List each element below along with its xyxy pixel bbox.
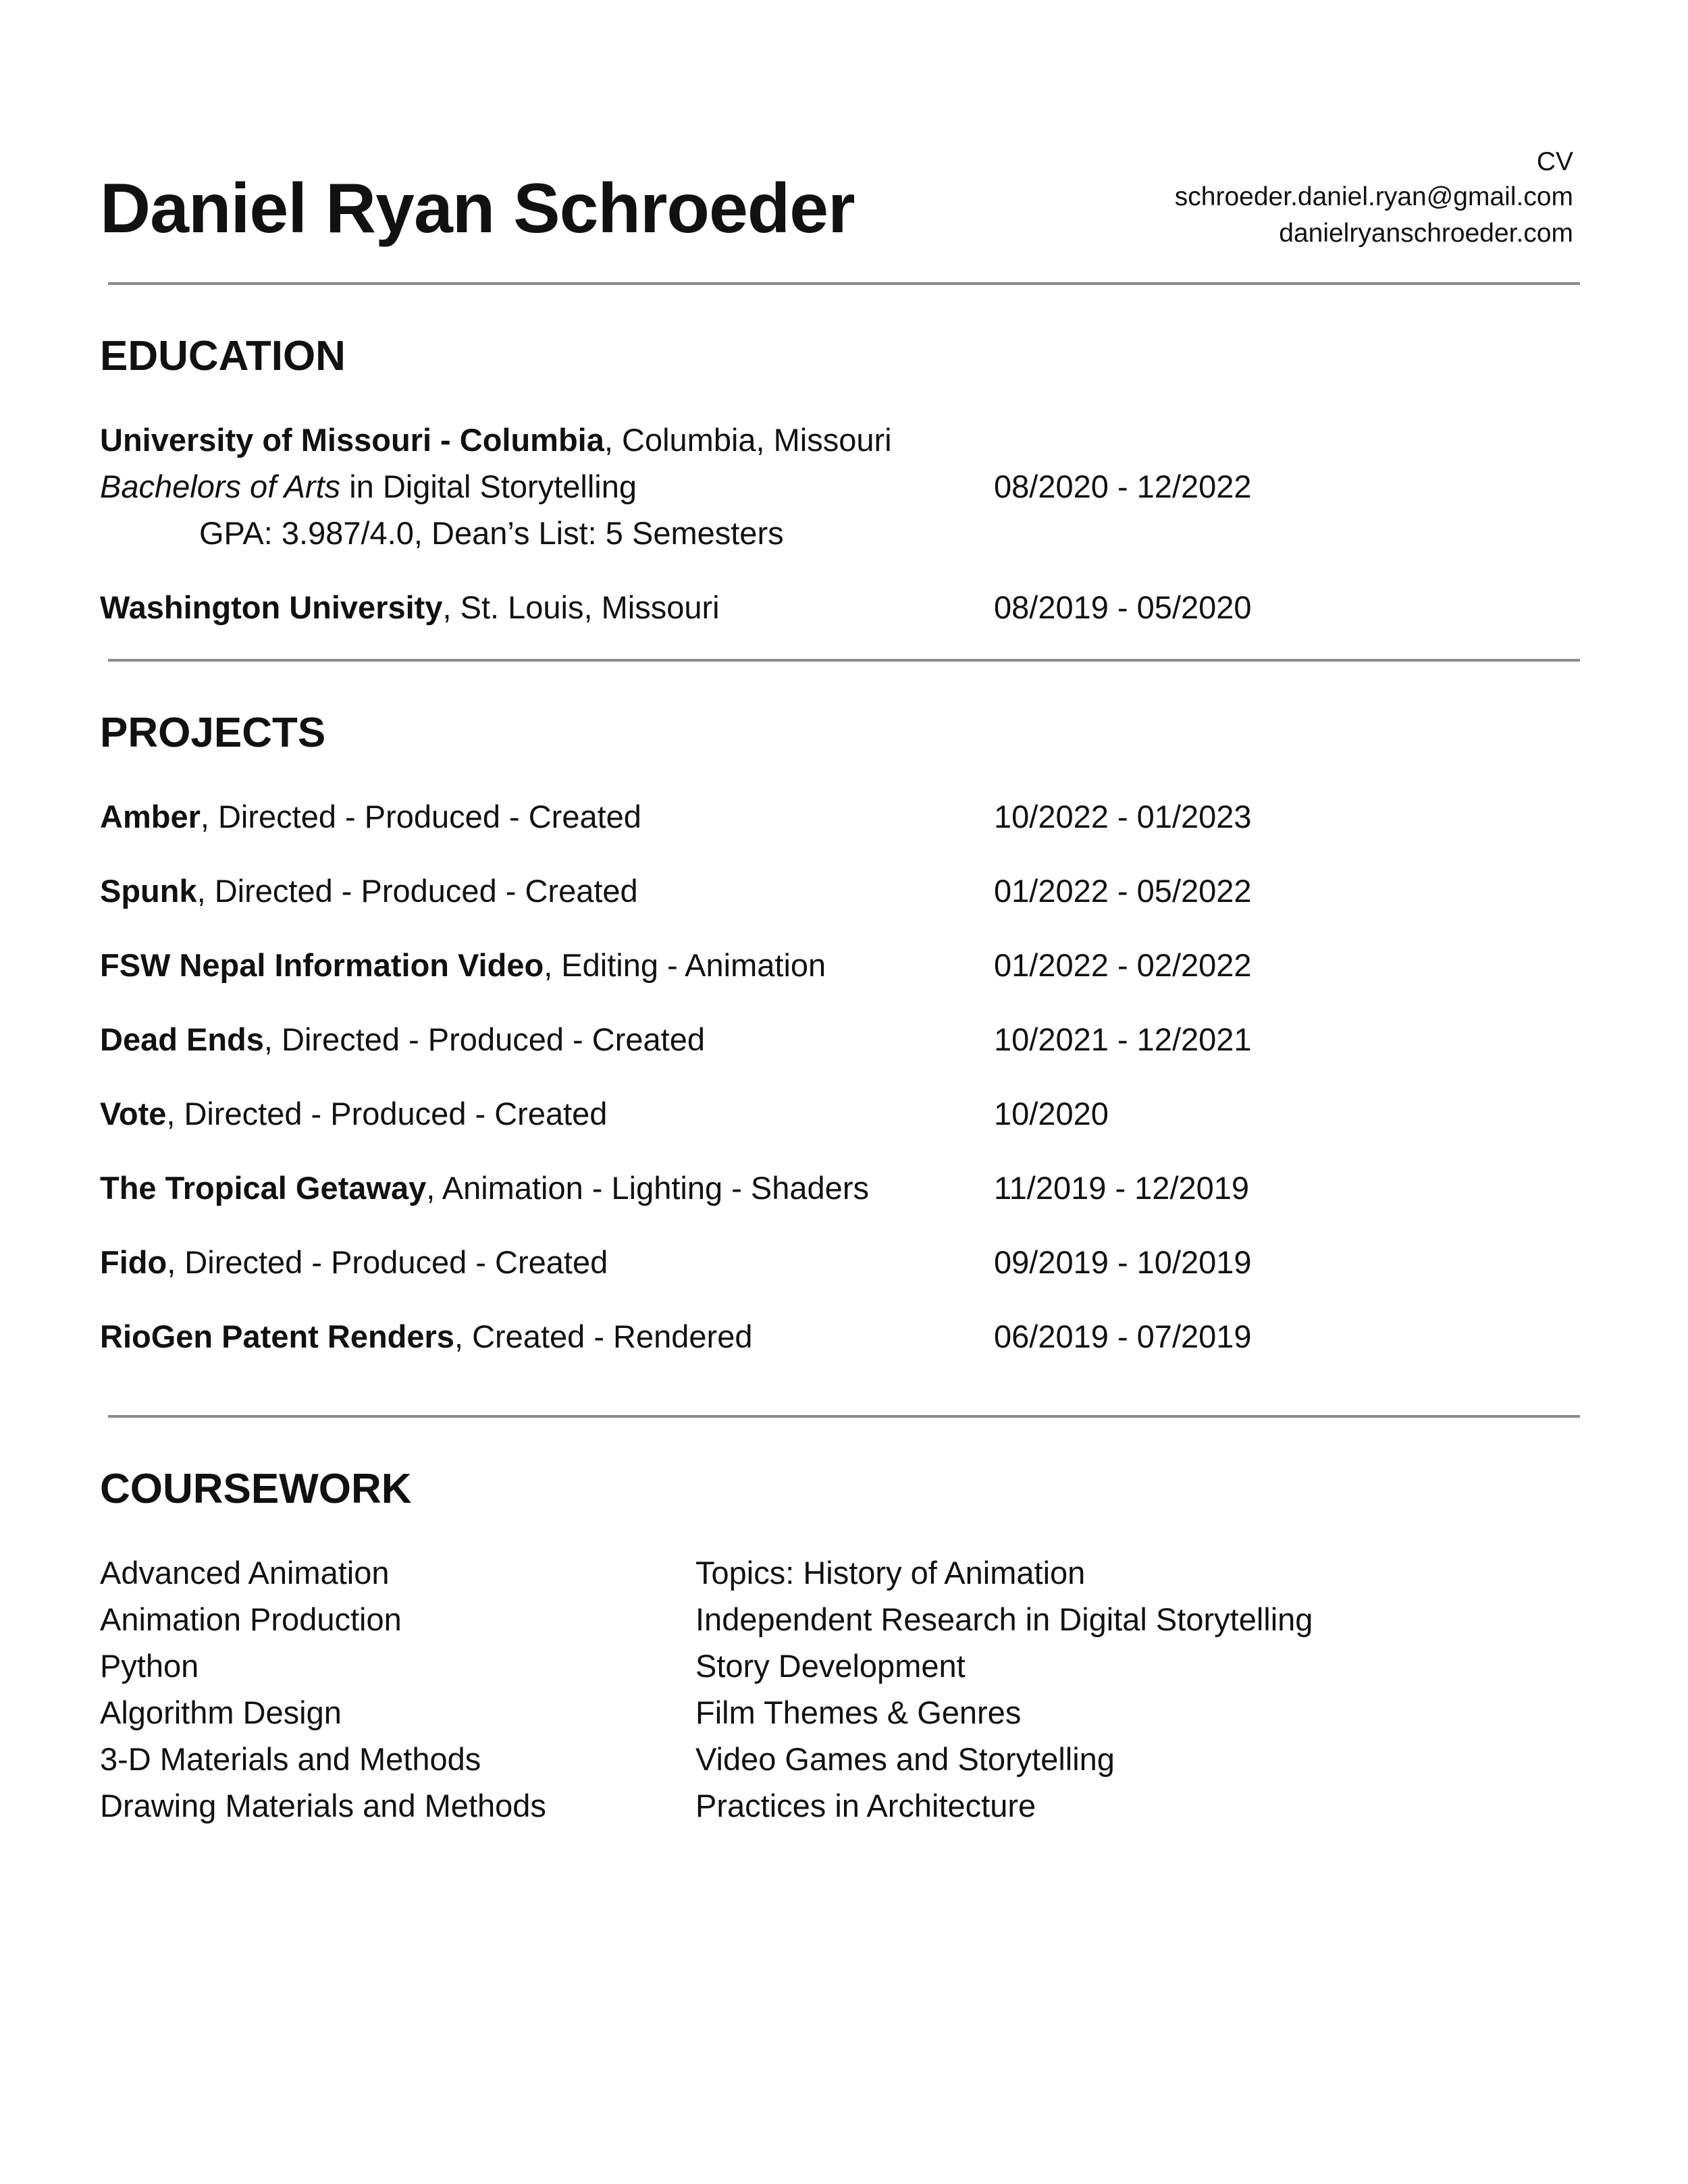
- project-row: [100, 1095, 607, 1132]
- project-dates: 11/2019 - 12/2019: [994, 1170, 1250, 1206]
- project-roles: , Animation - Lighting - Shaders: [426, 1170, 869, 1206]
- major: in Digital Storytelling: [340, 469, 637, 504]
- doc-type-label: CV: [1536, 147, 1573, 176]
- project-row: [100, 1318, 752, 1355]
- course-item: 3-D Materials and Methods: [100, 1741, 481, 1777]
- project-title: The Tropical Getaway: [100, 1170, 427, 1206]
- project-roles: , Directed - Produced - Created: [196, 873, 638, 909]
- divider: [108, 282, 1580, 285]
- degree: Bachelors of Arts: [100, 469, 341, 504]
- project-roles: , Editing - Animation: [544, 947, 826, 983]
- project-row: [100, 1021, 705, 1058]
- education-entry: [100, 589, 720, 626]
- project-row: [100, 1169, 869, 1206]
- project-title: Vote: [100, 1096, 167, 1131]
- project-dates: 10/2022 - 01/2023: [994, 799, 1252, 834]
- course-item: Practices in Architecture: [695, 1788, 1036, 1823]
- course-item: Film Themes & Genres: [695, 1695, 1022, 1730]
- project-title: Amber: [100, 799, 201, 834]
- website-link[interactable]: danielryanschroeder.com: [1279, 219, 1573, 248]
- school-name: University of Missouri - Columbia: [100, 422, 604, 458]
- education-entry: [100, 421, 892, 458]
- project-dates: 09/2019 - 10/2019: [994, 1244, 1252, 1280]
- project-roles: , Directed - Produced - Created: [167, 1244, 608, 1280]
- course-item: Drawing Materials and Methods: [100, 1788, 546, 1823]
- project-row: [100, 872, 638, 909]
- school-name: Washington University: [100, 589, 443, 625]
- gpa-note: GPA: 3.987/4.0, Dean’s List: 5 Semesters: [199, 515, 784, 551]
- projects-heading: PROJECTS: [100, 710, 326, 756]
- project-row: [100, 798, 641, 835]
- course-item: Python: [100, 1648, 199, 1684]
- project-roles: , Directed - Produced - Created: [166, 1096, 608, 1131]
- project-dates: 06/2019 - 07/2019: [994, 1319, 1252, 1354]
- page-title: Daniel Ryan Schroeder: [100, 169, 855, 248]
- project-title: Spunk: [100, 873, 197, 909]
- divider: [108, 1415, 1580, 1418]
- course-item: Advanced Animation: [100, 1555, 390, 1591]
- project-dates: 01/2022 - 05/2022: [994, 873, 1252, 909]
- course-item: Topics: History of Animation: [695, 1555, 1086, 1591]
- degree-line: [100, 468, 637, 505]
- education-heading: EDUCATION: [100, 333, 346, 379]
- divider: [108, 659, 1580, 662]
- project-dates: 01/2022 - 02/2022: [994, 947, 1252, 983]
- project-title: Fido: [100, 1244, 167, 1280]
- school-location: , St. Louis, Missouri: [442, 589, 720, 625]
- project-roles: , Directed - Produced - Created: [263, 1021, 705, 1057]
- email-link[interactable]: schroeder.daniel.ryan@gmail.com: [1174, 182, 1573, 211]
- project-roles: , Created - Rendered: [454, 1319, 753, 1354]
- course-item: Story Development: [695, 1648, 966, 1684]
- project-title: Dead Ends: [100, 1021, 264, 1057]
- project-roles: , Directed - Produced - Created: [200, 799, 641, 834]
- education-dates: 08/2019 - 05/2020: [994, 589, 1252, 625]
- project-row: [100, 947, 826, 984]
- project-row: [100, 1244, 608, 1281]
- project-title: FSW Nepal Information Video: [100, 947, 544, 983]
- coursework-heading: COURSEWORK: [100, 1466, 412, 1512]
- project-dates: 10/2020: [994, 1096, 1109, 1131]
- project-dates: 10/2021 - 12/2021: [994, 1021, 1252, 1057]
- course-item: Algorithm Design: [100, 1695, 342, 1730]
- education-dates: 08/2020 - 12/2022: [994, 469, 1252, 504]
- course-item: Animation Production: [100, 1601, 402, 1637]
- course-item: Independent Research in Digital Storytelling: [695, 1601, 1313, 1637]
- project-title: RioGen Patent Renders: [100, 1319, 454, 1354]
- school-location: , Columbia, Missouri: [604, 422, 892, 458]
- course-item: Video Games and Storytelling: [695, 1741, 1115, 1777]
